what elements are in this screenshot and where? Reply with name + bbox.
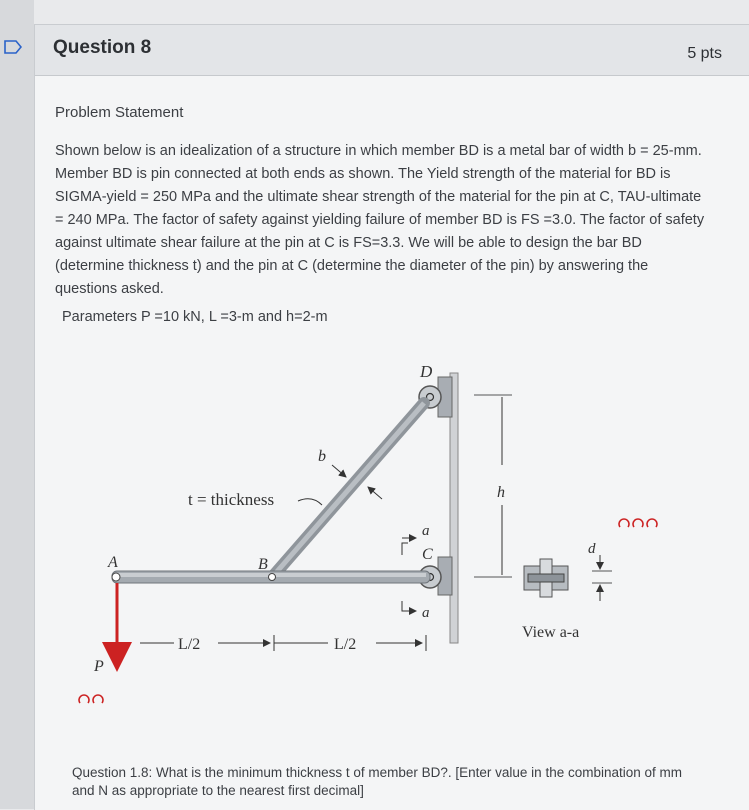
problem-statement-label: Problem Statement	[55, 104, 184, 121]
label-l2-left: L/2	[178, 636, 201, 653]
label-b-point: B	[258, 556, 268, 573]
label-p: P	[94, 658, 104, 675]
label-a-top: a	[422, 523, 430, 539]
pin-a	[112, 573, 120, 581]
parameters-line: Parameters P =10 kN, L =3-m and h=2-m	[62, 309, 328, 325]
flag-question-icon[interactable]	[4, 40, 22, 54]
label-view-a-a: View a-a	[522, 624, 580, 641]
label-a-bottom: a	[422, 605, 430, 621]
red-loop-marks	[79, 519, 657, 703]
pin-b	[269, 574, 276, 581]
label-b: b	[318, 448, 326, 465]
view-a-a-detail	[524, 555, 612, 601]
sub-question-text: Question 1.8: What is the minimum thickness t of member BD?. [Enter value in the combination of mm and N as appropriate to the nearest first decimal]	[72, 765, 683, 798]
left-gutter	[0, 0, 34, 809]
label-d: D	[420, 362, 433, 381]
label-c: C	[422, 546, 433, 563]
label-d-diameter: d	[588, 541, 596, 557]
problem-statement-text: Shown below is an idealization of a structure in which member BD is a metal bar of width b = 25-mm. Member BD is pin connected at both ends as shown. The Yield strength of the material for BD is SIGMA-yield = 250 MPa and the ultimate shear strength of the material for the pin at C, TAU-ultimate = 240 MPa. The factor of safety against yielding failure of member BD is FS =3.0. The factor of safety against ultimate shear failure at the pin at C is FS=3.3. We will be able to design the bar BD (determine thickness t) and the pin at C (determine the diameter of the pin) by answering the questions asked.	[55, 143, 705, 297]
label-l2-right: L/2	[334, 636, 357, 653]
structure-diagram	[60, 355, 700, 715]
label-a-point: A	[108, 554, 118, 571]
question-header	[35, 25, 749, 76]
label-h: h	[497, 484, 505, 501]
label-thickness: t = thickness	[188, 490, 275, 509]
question-title: Question 8	[53, 37, 152, 58]
question-points: 5 pts	[687, 45, 722, 62]
